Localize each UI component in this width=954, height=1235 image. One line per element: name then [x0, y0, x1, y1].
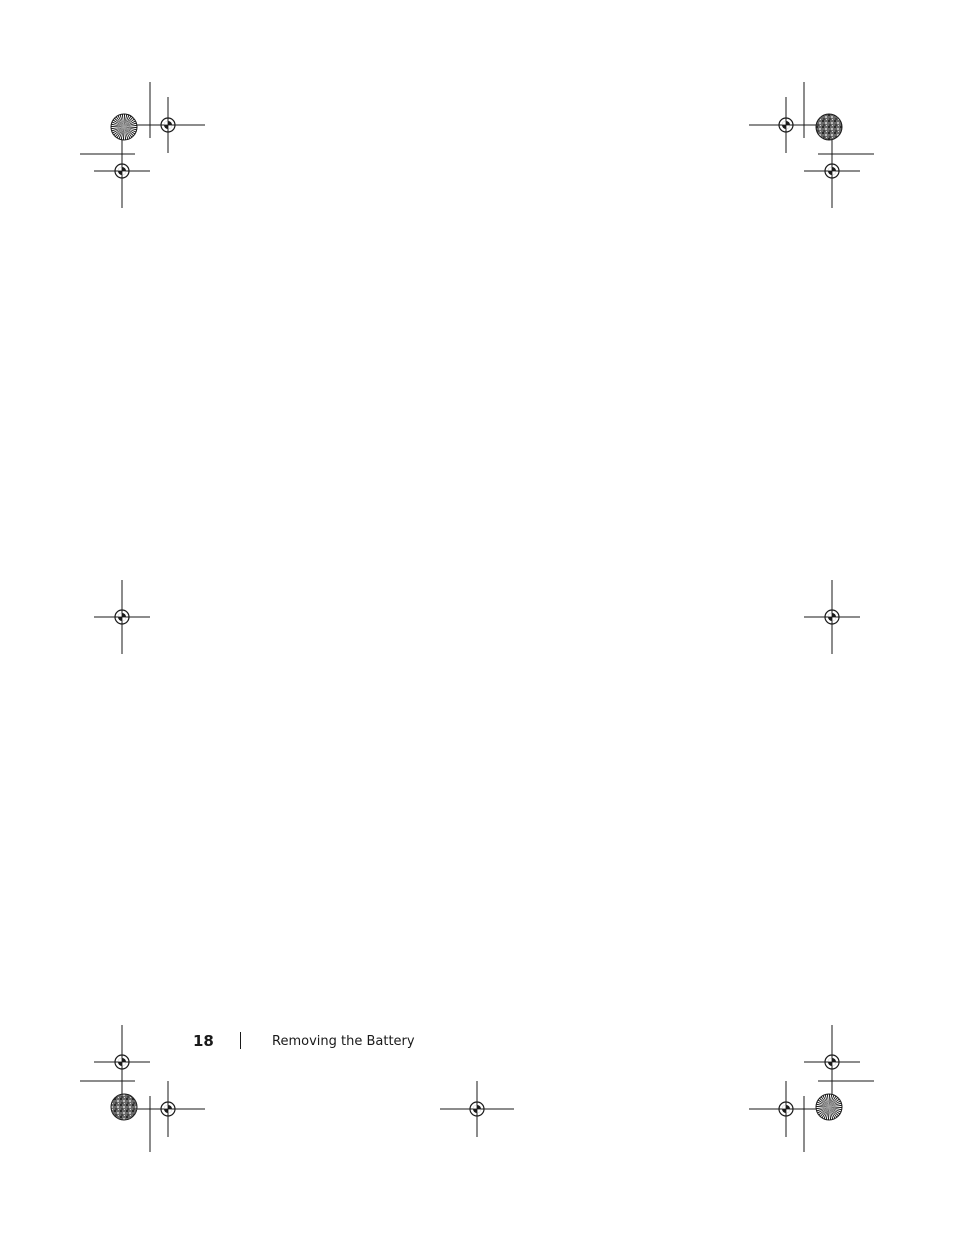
page-footer	[0, 1028, 954, 1056]
registration-target-icon	[440, 1081, 514, 1137]
registration-target-icon	[749, 97, 823, 153]
registration-target-icon	[804, 580, 860, 654]
mottled-circle-icon	[816, 114, 842, 140]
registration-target-icon	[94, 580, 150, 654]
footer-section-title: Removing the Battery	[272, 1034, 415, 1049]
registration-target-icon	[94, 134, 150, 208]
page-number: 18	[193, 1032, 214, 1050]
starburst-icon	[816, 1094, 842, 1120]
mottled-circle-icon	[111, 1094, 137, 1120]
registration-target-icon	[131, 97, 205, 153]
footer-separator	[240, 1032, 241, 1049]
registration-target-icon	[804, 134, 860, 208]
registration-target-icon	[131, 1081, 205, 1137]
registration-target-icon	[749, 1081, 823, 1137]
starburst-icon	[111, 114, 137, 140]
